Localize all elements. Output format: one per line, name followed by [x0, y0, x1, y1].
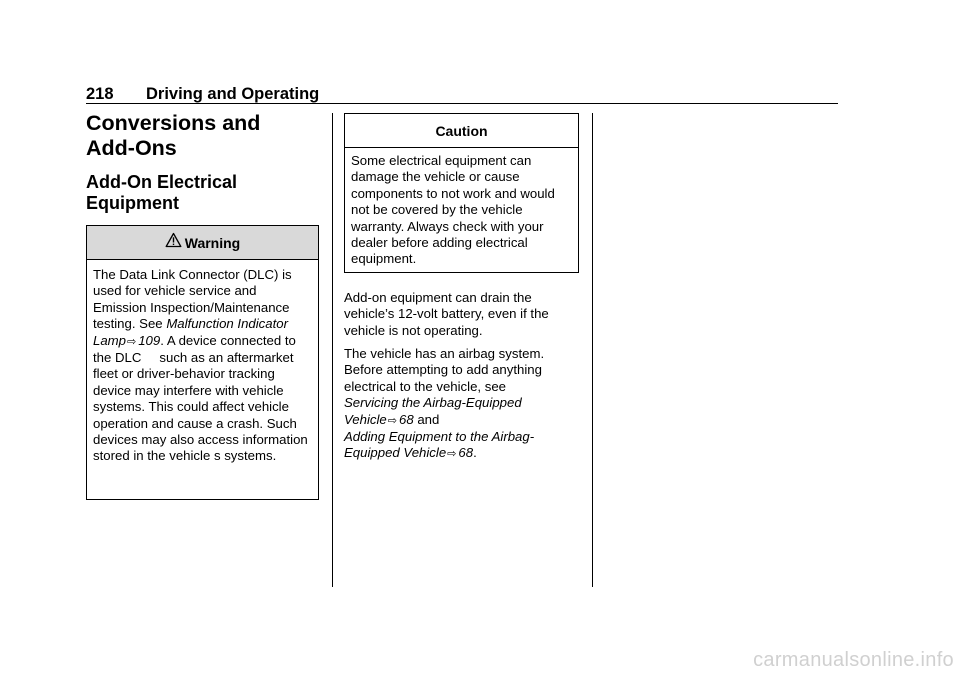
warning-title — [87, 226, 318, 260]
column-divider-2 — [592, 113, 593, 587]
page-header — [86, 84, 838, 104]
warning-title-text: Warning — [184, 235, 241, 251]
warning-triangle-icon — [165, 226, 182, 260]
airbag-paragraph — [344, 346, 582, 463]
warning-text-part1: The Data Link Connector (DLC) is used for vehicle service and Emission Inspection/Maintenance testing. See — [93, 267, 292, 332]
subheading-line2: Equipment — [86, 193, 179, 213]
section-title: Driving and Operating — [146, 85, 320, 103]
warning-text-part2: . A device connected to the DLC — [93, 332, 296, 366]
page-ref-arrow-icon: ⇨ — [447, 448, 457, 461]
caution-text: Some electrical equipment can damage the vehicle or cause components to not work and would not be covered by the vehicle warranty. Always check with your dealer before adding electrical equipment. — [351, 153, 555, 267]
page-ref-arrow-icon: ⇨ — [127, 335, 137, 348]
warning-ref-title: Malfunction Indicator Lamp — [93, 316, 288, 348]
main-heading-line2: Add-Ons — [86, 136, 177, 160]
airbag-ref1-page: 68 — [398, 411, 414, 427]
warning-box — [86, 225, 319, 500]
main-heading-line1: Conversions and — [86, 111, 261, 135]
header-divider — [86, 103, 838, 104]
watermark: carmanualsonline.info — [753, 649, 954, 671]
airbag-ref1-title: Servicing the Airbag-Equipped Vehicle — [344, 395, 522, 427]
airbag-ref2-title: Adding Equipment to the Airbag-Equipped Vehicle — [344, 429, 535, 461]
warning-text — [87, 260, 318, 465]
caution-box — [344, 113, 579, 273]
caution-title: Caution — [345, 114, 578, 148]
subheading — [86, 172, 326, 214]
main-heading — [86, 111, 326, 161]
subheading-line1: Add-On Electrical — [86, 172, 238, 192]
battery-paragraph: Add-on equipment can drain the vehicle’s 12-volt battery, even if the vehicle is not operating. — [344, 290, 549, 338]
column-divider-1 — [332, 113, 333, 587]
airbag-text2: and — [417, 411, 440, 427]
page-ref-arrow-icon: ⇨ — [387, 414, 397, 427]
warning-ref-page: 109 — [138, 332, 161, 348]
airbag-ref-link-2[interactable] — [344, 429, 534, 460]
warning-text-part3: such as an aftermarket fleet or driver-behavior tracking device may interfere with vehicle systems. This could affect vehicle operation and cause a crash. Such devices may also access information stored in the vehicle s systems. — [93, 350, 308, 464]
airbag-ref2-page: 68 — [458, 445, 474, 461]
page-number: 218 — [86, 85, 114, 103]
airbag-text3: . — [473, 445, 477, 461]
airbag-text1: The vehicle has an airbag system. Before attempting to add anything electrical to the vehicle, see — [344, 346, 545, 394]
